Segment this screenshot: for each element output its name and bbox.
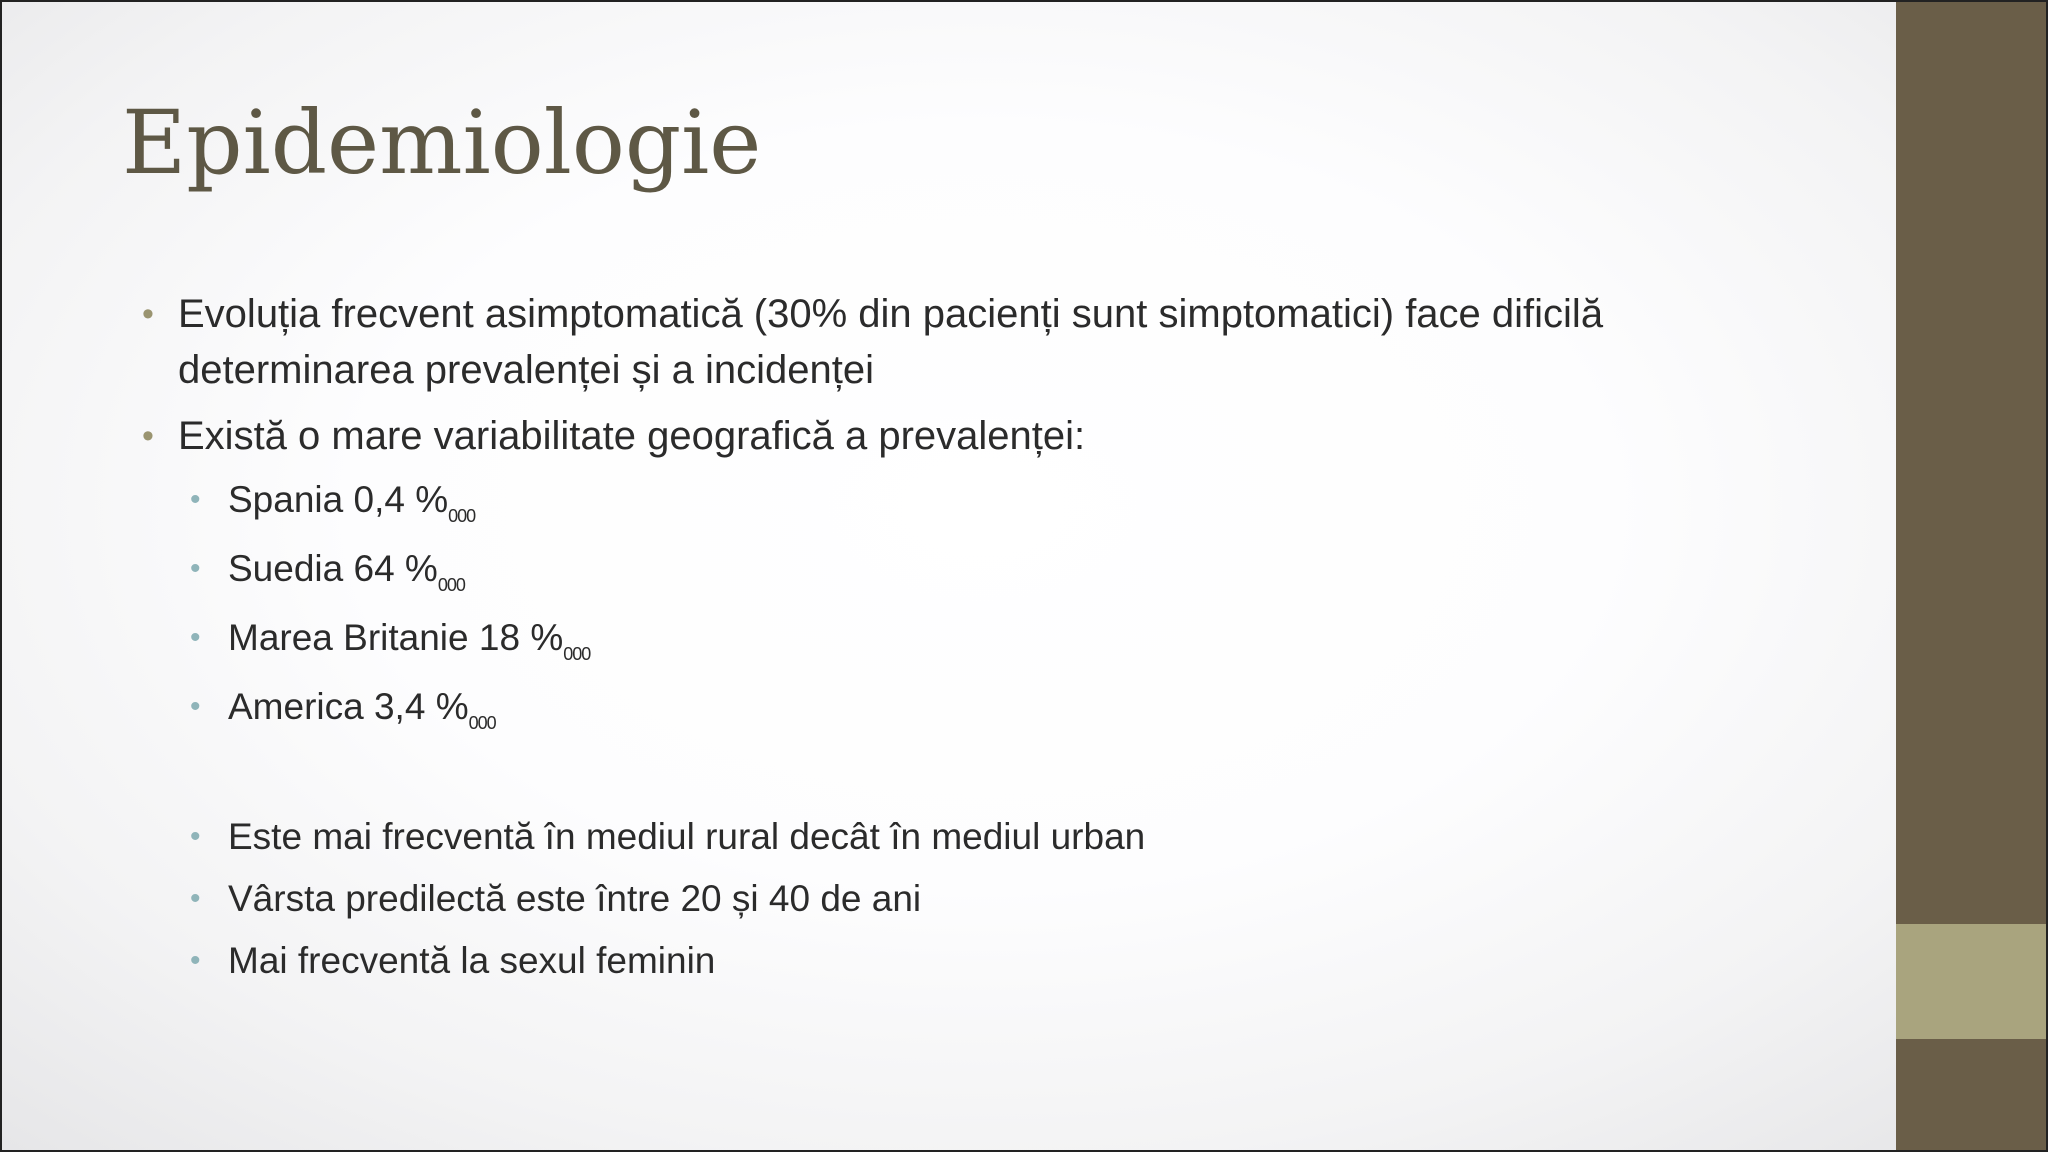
bullet-dot: •: [190, 944, 201, 977]
fact-sex: [190, 935, 1728, 987]
bullet-dot: •: [142, 417, 154, 455]
prevalence-item-spania: [190, 474, 1728, 542]
bullet-dot: •: [190, 483, 201, 516]
per-100000-subscript: 000: [468, 713, 496, 733]
prevalence-text: Suedia 64 %: [228, 548, 438, 589]
bullet-dot: •: [190, 690, 201, 723]
slide-body: [2, 2, 1862, 1152]
prevalence-item-suedia: [190, 543, 1728, 611]
per-100000-subscript: 000: [448, 506, 476, 526]
bullet-dot: •: [142, 295, 154, 333]
prevalence-item-america: [190, 681, 1728, 749]
prevalence-text: Marea Britanie 18 %: [228, 617, 564, 658]
side-accent-decoration: [1896, 924, 2048, 1039]
bullet-dot: •: [190, 621, 201, 654]
bullet-dot: •: [190, 882, 201, 915]
fact-age-range: [190, 873, 1728, 925]
fact-text: Mai frecventă la sexul feminin: [228, 940, 716, 981]
bullet-dot: •: [190, 552, 201, 585]
bullet-asymptomatic: [142, 286, 1778, 398]
prevalence-text: America 3,4 %: [228, 686, 469, 727]
fact-rural-urban: [190, 811, 1728, 863]
slide-title: Epidemiologie: [122, 91, 762, 194]
fact-text: Vârsta predilectă este între 20 și 40 de ani: [228, 878, 922, 919]
bullet-text: Evoluția frecvent asimptomatică (30% din pacienți sunt simptomatici) face dificilă determinarea prevalenței și a incidenței: [178, 292, 1604, 392]
bullet-dot: •: [190, 820, 201, 853]
prevalence-text: Spania 0,4 %: [228, 479, 449, 520]
bullet-text: Există o mare variabilitate geografică a prevalenței:: [178, 414, 1086, 458]
bullet-geographic-variability: [142, 408, 1778, 464]
prevalence-item-marea-britanie: [190, 612, 1728, 680]
fact-text: Este mai frecventă în mediul rural decât în mediul urban: [228, 816, 1146, 857]
per-100000-subscript: 000: [563, 644, 591, 664]
per-100000-subscript: 000: [437, 575, 465, 595]
